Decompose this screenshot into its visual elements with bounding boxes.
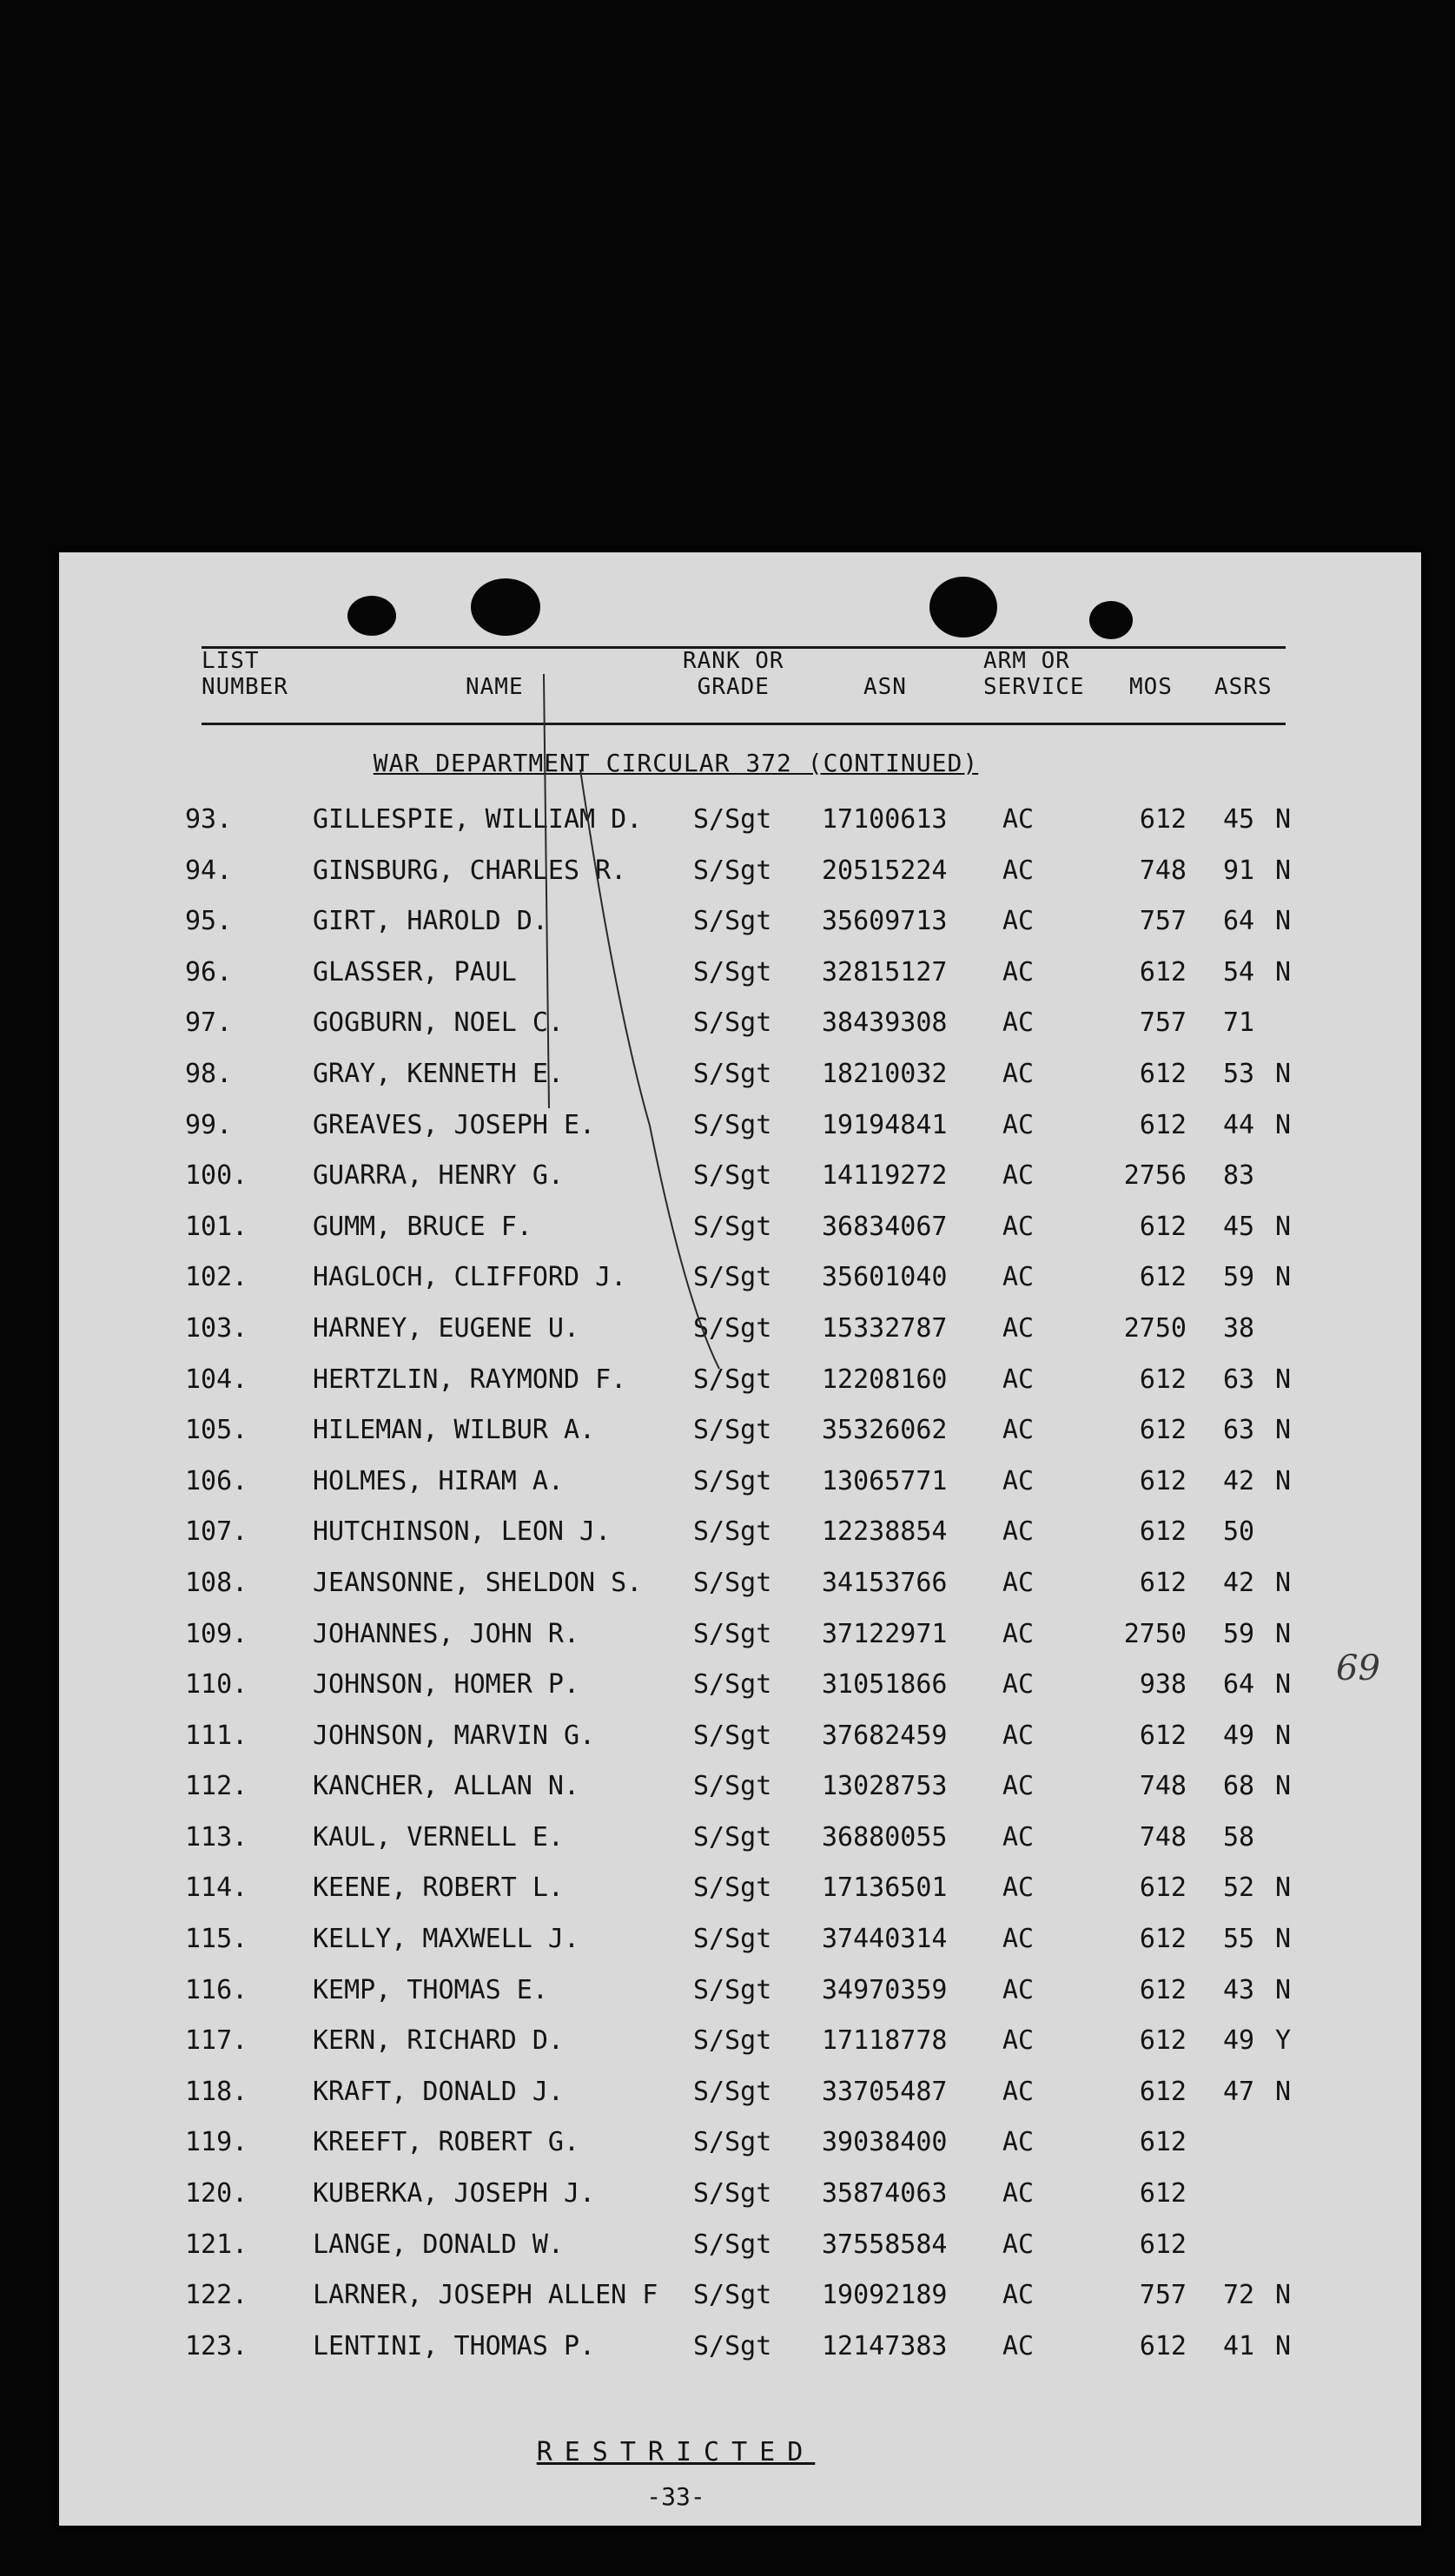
arm-service-cell: AC [1002, 855, 1035, 886]
name-cell: KRAFT, DONALD J. [313, 2076, 564, 2107]
name-cell: GUMM, BRUCE F. [313, 1211, 532, 1242]
rank-cell: S/Sgt [693, 1821, 772, 1853]
mos-cell: 2750 [1123, 1312, 1187, 1344]
rank-cell: S/Sgt [693, 2025, 772, 2057]
flag-cell: N [1275, 1465, 1292, 1496]
list-number-cell: 109. [185, 1618, 248, 1649]
rank-cell: S/Sgt [693, 1924, 772, 1955]
asrs-cell: 54 [1223, 956, 1255, 987]
flag-cell: N [1275, 1720, 1292, 1751]
rank-cell: S/Sgt [693, 1058, 772, 1089]
mos-cell: 612 [1139, 2178, 1187, 2209]
name-cell: GINSBURG, CHARLES R. [313, 855, 627, 886]
arm-service-cell: AC [1002, 1262, 1035, 1293]
arm-service-cell: AC [1002, 906, 1035, 937]
name-cell: HUTCHINSON, LEON J. [313, 1516, 612, 1548]
mos-cell: 612 [1139, 1924, 1187, 1955]
mos-cell: 612 [1139, 1058, 1187, 1089]
mos-cell: 612 [1139, 1364, 1187, 1395]
asrs-cell: 44 [1223, 1109, 1255, 1140]
asn-cell: 13028753 [822, 1771, 948, 1802]
list-number-cell: 116. [185, 1974, 248, 2005]
asn-cell: 34970359 [822, 1974, 948, 2005]
asrs-cell: 49 [1223, 1720, 1255, 1751]
rank-cell: S/Sgt [693, 2330, 772, 2361]
mos-cell: 612 [1139, 1211, 1187, 1242]
arm-service-cell: AC [1002, 956, 1035, 987]
mos-cell: 748 [1139, 1821, 1187, 1853]
asn-cell: 12208160 [822, 1364, 948, 1395]
asrs-cell: 50 [1223, 1516, 1255, 1548]
mos-cell: 938 [1139, 1669, 1187, 1701]
asrs-cell: 63 [1223, 1415, 1255, 1446]
header-rank: RANK OR GRADE [683, 648, 784, 700]
rank-cell: S/Sgt [693, 1873, 772, 1904]
name-cell: KUBERKA, JOSEPH J. [313, 2178, 596, 2209]
asn-cell: 33705487 [822, 2076, 948, 2107]
name-cell: GREAVES, JOSEPH E. [313, 1109, 596, 1140]
asn-cell: 36834067 [822, 1211, 948, 1242]
name-cell: KAUL, VERNELL E. [313, 1821, 564, 1853]
asrs-cell: 64 [1223, 906, 1255, 937]
rank-cell: S/Sgt [693, 1312, 772, 1344]
name-cell: KELLY, MAXWELL J. [313, 1924, 580, 1955]
rank-cell: S/Sgt [693, 1618, 772, 1649]
asrs-cell: 64 [1223, 1669, 1255, 1701]
header-asn: ASN [863, 674, 907, 700]
asrs-cell: 52 [1223, 1873, 1255, 1904]
asn-cell: 37558584 [822, 2229, 948, 2260]
asrs-cell: 68 [1223, 1771, 1255, 1802]
rank-cell: S/Sgt [693, 1007, 772, 1039]
flag-cell: N [1275, 1873, 1292, 1904]
list-number-cell: 111. [185, 1720, 248, 1751]
rank-cell: S/Sgt [693, 1771, 772, 1802]
asn-cell: 17100613 [822, 804, 948, 835]
asrs-cell: 71 [1223, 1007, 1255, 1039]
rank-cell: S/Sgt [693, 2076, 772, 2107]
asrs-cell: 63 [1223, 1364, 1255, 1395]
asn-cell: 14119272 [822, 1160, 948, 1192]
asn-cell: 36880055 [822, 1821, 948, 1853]
list-number-cell: 115. [185, 1924, 248, 1955]
list-number-cell: 96. [185, 956, 233, 987]
mos-cell: 612 [1139, 1262, 1187, 1293]
flag-cell: N [1275, 1262, 1292, 1293]
flag-cell: N [1275, 2330, 1292, 2361]
arm-service-cell: AC [1002, 804, 1035, 835]
asrs-cell: 41 [1223, 2330, 1255, 2361]
name-cell: JOHANNES, JOHN R. [313, 1618, 580, 1649]
name-cell: GLASSER, PAUL [313, 956, 517, 987]
asn-cell: 31051866 [822, 1669, 948, 1701]
asrs-cell: 91 [1223, 855, 1255, 886]
asrs-cell: 45 [1223, 1211, 1255, 1242]
list-number-cell: 104. [185, 1364, 248, 1395]
flag-cell: N [1275, 1211, 1292, 1242]
arm-service-cell: AC [1002, 2025, 1035, 2057]
name-cell: LANGE, DONALD W. [313, 2229, 564, 2260]
name-cell: GIRT, HAROLD D. [313, 906, 548, 937]
list-number-cell: 97. [185, 1007, 233, 1039]
list-number-cell: 101. [185, 1211, 248, 1242]
asrs-cell: 59 [1223, 1262, 1255, 1293]
arm-service-cell: AC [1002, 1873, 1035, 1904]
mos-cell: 612 [1139, 2127, 1187, 2158]
page-number: -33- [646, 2482, 705, 2511]
rank-cell: S/Sgt [693, 2178, 772, 2209]
list-number-cell: 107. [185, 1516, 248, 1548]
list-number-cell: 112. [185, 1771, 248, 1802]
asn-cell: 15332787 [822, 1312, 948, 1344]
list-number-cell: 94. [185, 855, 233, 886]
header-list-number: LIST NUMBER [202, 648, 288, 700]
arm-service-cell: AC [1002, 2280, 1035, 2311]
rank-cell: S/Sgt [693, 804, 772, 835]
name-cell: JEANSONNE, SHELDON S. [313, 1567, 643, 1598]
asn-cell: 17136501 [822, 1873, 948, 1904]
restricted-marking: RESTRICTED [536, 2437, 816, 2467]
asn-cell: 34153766 [822, 1567, 948, 1598]
arm-service-cell: AC [1002, 1312, 1035, 1344]
asn-cell: 12238854 [822, 1516, 948, 1548]
arm-service-cell: AC [1002, 2229, 1035, 2260]
handwritten-page-number: 69 [1336, 1648, 1380, 1688]
document-page [59, 552, 1421, 2526]
arm-service-cell: AC [1002, 1160, 1035, 1192]
asn-cell: 37440314 [822, 1924, 948, 1955]
flag-cell: N [1275, 1771, 1292, 1802]
mos-cell: 757 [1139, 1007, 1187, 1039]
flag-cell: N [1275, 956, 1292, 987]
flag-cell: N [1275, 804, 1292, 835]
name-cell: HOLMES, HIRAM A. [313, 1465, 564, 1496]
mos-cell: 612 [1139, 1465, 1187, 1496]
section-title: WAR DEPARTMENT CIRCULAR 372 (CONTINUED) [373, 749, 979, 777]
list-number-cell: 113. [185, 1821, 248, 1853]
name-cell: KANCHER, ALLAN N. [313, 1771, 580, 1802]
name-cell: LENTINI, THOMAS P. [313, 2330, 596, 2361]
asn-cell: 32815127 [822, 956, 948, 987]
arm-service-cell: AC [1002, 2178, 1035, 2209]
arm-service-cell: AC [1002, 2076, 1035, 2107]
rank-cell: S/Sgt [693, 1567, 772, 1598]
rank-cell: S/Sgt [693, 2127, 772, 2158]
flag-cell: N [1275, 1415, 1292, 1446]
rank-cell: S/Sgt [693, 2280, 772, 2311]
mos-cell: 612 [1139, 2229, 1187, 2260]
name-cell: HERTZLIN, RAYMOND F. [313, 1364, 627, 1395]
arm-service-cell: AC [1002, 1109, 1035, 1140]
arm-service-cell: AC [1002, 1058, 1035, 1089]
header-mos: MOS [1129, 674, 1173, 700]
mos-cell: 612 [1139, 2025, 1187, 2057]
flag-cell: N [1275, 906, 1292, 937]
mos-cell: 2756 [1123, 1160, 1187, 1192]
pen-strike-marks [59, 552, 1421, 2526]
asn-cell: 35326062 [822, 1415, 948, 1446]
arm-service-cell: AC [1002, 1567, 1035, 1598]
asrs-cell: 42 [1223, 1465, 1255, 1496]
mos-cell: 612 [1139, 2076, 1187, 2107]
rank-cell: S/Sgt [693, 1211, 772, 1242]
mos-cell: 612 [1139, 1567, 1187, 1598]
asrs-cell: 53 [1223, 1058, 1255, 1089]
arm-service-cell: AC [1002, 2127, 1035, 2158]
mos-cell: 748 [1139, 855, 1187, 886]
mos-cell: 612 [1139, 2330, 1187, 2361]
asn-cell: 35601040 [822, 1262, 948, 1293]
asrs-cell: 72 [1223, 2280, 1255, 2311]
flag-cell: N [1275, 1669, 1292, 1701]
list-number-cell: 123. [185, 2330, 248, 2361]
name-cell: GRAY, KENNETH E. [313, 1058, 564, 1089]
list-number-cell: 99. [185, 1109, 233, 1140]
mos-cell: 612 [1139, 1873, 1187, 1904]
header-asrs: ASRS [1214, 674, 1273, 700]
list-number-cell: 102. [185, 1262, 248, 1293]
arm-service-cell: AC [1002, 1364, 1035, 1395]
asrs-cell: 43 [1223, 1974, 1255, 2005]
arm-service-cell: AC [1002, 1007, 1035, 1039]
mos-cell: 757 [1139, 906, 1187, 937]
rank-cell: S/Sgt [693, 2229, 772, 2260]
rank-cell: S/Sgt [693, 1262, 772, 1293]
asrs-cell: 59 [1223, 1618, 1255, 1649]
mos-cell: 612 [1139, 1109, 1187, 1140]
flag-cell: N [1275, 2076, 1292, 2107]
list-number-cell: 100. [185, 1160, 248, 1192]
name-cell: KEENE, ROBERT L. [313, 1873, 564, 1904]
arm-service-cell: AC [1002, 1415, 1035, 1446]
rank-cell: S/Sgt [693, 1974, 772, 2005]
flag-cell: N [1275, 855, 1292, 886]
list-number-cell: 119. [185, 2127, 248, 2158]
flag-cell: N [1275, 1618, 1292, 1649]
flag-cell: N [1275, 1109, 1292, 1140]
list-number-cell: 106. [185, 1465, 248, 1496]
rank-cell: S/Sgt [693, 906, 772, 937]
mos-cell: 612 [1139, 1720, 1187, 1751]
name-cell: JOHNSON, HOMER P. [313, 1669, 580, 1701]
rank-cell: S/Sgt [693, 1465, 772, 1496]
arm-service-cell: AC [1002, 2330, 1035, 2361]
mos-cell: 612 [1139, 1516, 1187, 1548]
asn-cell: 13065771 [822, 1465, 948, 1496]
arm-service-cell: AC [1002, 1618, 1035, 1649]
asn-cell: 19092189 [822, 2280, 948, 2311]
mos-cell: 612 [1139, 956, 1187, 987]
list-number-cell: 122. [185, 2280, 248, 2311]
name-cell: LARNER, JOSEPH ALLEN F [313, 2280, 658, 2311]
mos-cell: 612 [1139, 1415, 1187, 1446]
arm-service-cell: AC [1002, 1821, 1035, 1853]
rank-cell: S/Sgt [693, 1160, 772, 1192]
flag-cell: Y [1275, 2025, 1292, 2057]
name-cell: GILLESPIE, WILLIAM D. [313, 804, 643, 835]
asn-cell: 38439308 [822, 1007, 948, 1039]
flag-cell: N [1275, 1567, 1292, 1598]
list-number-cell: 95. [185, 906, 233, 937]
arm-service-cell: AC [1002, 1465, 1035, 1496]
arm-service-cell: AC [1002, 1516, 1035, 1548]
asn-cell: 19194841 [822, 1109, 948, 1140]
asn-cell: 37122971 [822, 1618, 948, 1649]
asrs-cell: 47 [1223, 2076, 1255, 2107]
asrs-cell: 58 [1223, 1821, 1255, 1853]
asn-cell: 37682459 [822, 1720, 948, 1751]
asn-cell: 12147383 [822, 2330, 948, 2361]
rank-cell: S/Sgt [693, 1669, 772, 1701]
name-cell: KERN, RICHARD D. [313, 2025, 564, 2057]
asrs-cell: 38 [1223, 1312, 1255, 1344]
asn-cell: 35609713 [822, 906, 948, 937]
arm-service-cell: AC [1002, 1211, 1035, 1242]
name-cell: KEMP, THOMAS E. [313, 1974, 548, 2005]
mos-cell: 612 [1139, 1974, 1187, 2005]
rank-cell: S/Sgt [693, 1109, 772, 1140]
flag-cell: N [1275, 1058, 1292, 1089]
rank-cell: S/Sgt [693, 1415, 772, 1446]
flag-cell: N [1275, 2280, 1292, 2311]
list-number-cell: 121. [185, 2229, 248, 2260]
asn-cell: 18210032 [822, 1058, 948, 1089]
name-cell: HILEMAN, WILBUR A. [313, 1415, 596, 1446]
rank-cell: S/Sgt [693, 855, 772, 886]
mos-cell: 612 [1139, 804, 1187, 835]
flag-cell: N [1275, 1974, 1292, 2005]
list-number-cell: 110. [185, 1669, 248, 1701]
asrs-cell: 83 [1223, 1160, 1255, 1192]
asn-cell: 20515224 [822, 855, 948, 886]
arm-service-cell: AC [1002, 1974, 1035, 2005]
list-number-cell: 105. [185, 1415, 248, 1446]
mos-cell: 757 [1139, 2280, 1187, 2311]
asrs-cell: 49 [1223, 2025, 1255, 2057]
list-number-cell: 103. [185, 1312, 248, 1344]
arm-service-cell: AC [1002, 1720, 1035, 1751]
list-number-cell: 114. [185, 1873, 248, 1904]
name-cell: JOHNSON, MARVIN G. [313, 1720, 596, 1751]
rank-cell: S/Sgt [693, 1720, 772, 1751]
name-cell: HAGLOCH, CLIFFORD J. [313, 1262, 627, 1293]
name-cell: HARNEY, EUGENE U. [313, 1312, 580, 1344]
asrs-cell: 55 [1223, 1924, 1255, 1955]
list-number-cell: 98. [185, 1058, 233, 1089]
header-name: NAME [466, 674, 524, 700]
asrs-cell: 45 [1223, 804, 1255, 835]
rank-cell: S/Sgt [693, 1516, 772, 1548]
asrs-cell: 42 [1223, 1567, 1255, 1598]
header-arm: ARM OR SERVICE [983, 648, 1085, 700]
rank-cell: S/Sgt [693, 956, 772, 987]
mos-cell: 748 [1139, 1771, 1187, 1802]
asn-cell: 39038400 [822, 2127, 948, 2158]
list-number-cell: 108. [185, 1567, 248, 1598]
list-number-cell: 118. [185, 2076, 248, 2107]
name-cell: GOGBURN, NOEL C. [313, 1007, 564, 1039]
asn-cell: 35874063 [822, 2178, 948, 2209]
rank-cell: S/Sgt [693, 1364, 772, 1395]
roster-document [59, 552, 1421, 2526]
name-cell: GUARRA, HENRY G. [313, 1160, 564, 1192]
asn-cell: 17118778 [822, 2025, 948, 2057]
arm-service-cell: AC [1002, 1924, 1035, 1955]
arm-service-cell: AC [1002, 1669, 1035, 1701]
flag-cell: N [1275, 1364, 1292, 1395]
arm-service-cell: AC [1002, 1771, 1035, 1802]
list-number-cell: 93. [185, 804, 233, 835]
name-cell: KREEFT, ROBERT G. [313, 2127, 580, 2158]
list-number-cell: 117. [185, 2025, 248, 2057]
mos-cell: 2750 [1123, 1618, 1187, 1649]
flag-cell: N [1275, 1924, 1292, 1955]
list-number-cell: 120. [185, 2178, 248, 2209]
